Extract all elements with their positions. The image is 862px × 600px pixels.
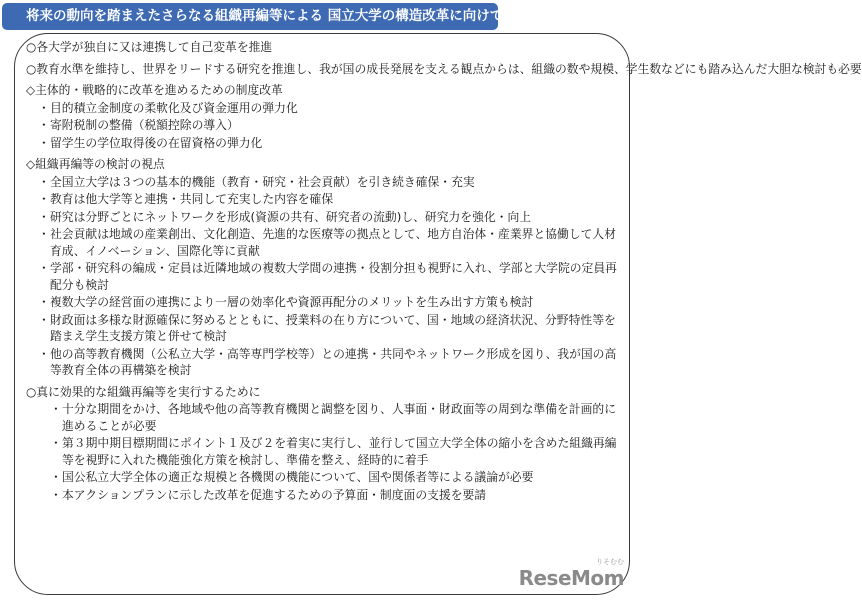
list-item-text: 研究は分野ごとにネットワークを形成(資源の共有、研究者の流動)し、研究力を強化・向上 [50,209,532,224]
list-item-text: 第３期中期目標期間にポイント１及び２を着実に実行し、並行して国立大学全体の縮小を含めた組織再編等を視野に入れた機能強化方策を検討し、準備を整え、経時的に着手 [62,436,617,467]
bullet-icon: ・ [38,100,50,115]
list-item-text: 社会貢献は地域の産業創出、文化創造、先進的な医療等の拠点として、地方自治体・産業界と協働して人材育成、イノベーション、国際化等に貢献 [50,227,617,258]
list-item [20,135,620,152]
list-item [20,100,620,117]
list-item-text: 国公私立大学全体の適正な規模と各機関の機能について、国や関係者等による議論が必要 [62,470,534,484]
bullet-icon: ・ [50,470,62,484]
bullet-icon: ・ [38,192,50,206]
list-item [20,191,620,208]
bullet-icon: ・ [38,209,50,224]
bullet-icon: ・ [50,402,62,416]
list-item-text: 寄附税制の整備（税額控除の導入） [50,118,239,132]
bullet-icon: ・ [38,261,50,275]
list-item-text: 目的積立金制度の柔軟化及び資金運用の弾力化 [50,100,298,115]
bullet-icon: ・ [38,346,50,361]
list-item [20,401,620,434]
resemom-logo [518,558,624,590]
list-item [20,294,620,311]
list-item [20,209,620,226]
list-item-text: 留学生の学位取得後の在留資格の弾力化 [50,135,263,150]
list-item-text: 他の高等教育機関（公私立大学・高等専門学校等）との連携・共同やネットワーク形成を図り、我が国の高等教育全体の再構築を検討 [50,346,617,377]
bullet-icon: ・ [50,436,62,450]
bullet-icon: ・ [38,118,50,132]
section-heading: ○真に効果的な組織再編等を実行するために [26,384,261,399]
section-heading: ○各大学が独自に又は連携して自己変革を推進 [26,40,273,54]
list-item-text: 本アクションプランに示した改革を促進するための予算面・制度面の支援を要請 [62,487,487,502]
section [20,39,620,56]
section-heading: ◇主体的・戦略的に改革を進めるための制度改革 [26,83,283,97]
page-title: 将来の動向を踏まえたさらなる組織再編等による 国立大学の構造改革に向けて [2,3,498,30]
bullet-icon: ・ [38,135,50,150]
section [20,156,620,379]
list-item-text: 十分な期間をかけ、各地域や他の高等教育機関と調整を図り、人事面・財政面等の周到な準備を計画的に進めることが必要 [62,402,616,433]
list-item [20,260,620,293]
list-item-text: 学部・研究科の編成・定員は近隣地域の複数大学間の連携・役割分担も視野に入れ、学部と大学院の定員再配分も検討 [50,261,617,292]
list-item-text: 全国立大学は３つの基本的機能（教育・研究・社会貢献）を引き続き確保・充実 [50,174,475,189]
section [20,61,862,78]
list-item [20,469,620,486]
bullet-icon: ・ [50,487,62,502]
list-item [20,226,620,259]
content-body [20,39,862,503]
section [20,82,620,151]
bullet-icon: ・ [38,174,50,189]
list-item [20,174,620,191]
logo-subtext: りそむむ [596,558,624,566]
list-item-text: 複数大学の経営面の連携により一層の効率化や資源再配分のメリットを生み出す方策も検討 [50,295,534,309]
bullet-icon: ・ [38,295,50,309]
section-heading: ◇組織再編等の検討の視点 [26,157,165,171]
list-item [20,435,620,468]
list-item [20,312,620,345]
bullet-icon: ・ [38,312,50,327]
list-item-text: 教育は他大学等と連携・共同して充実した内容を確保 [50,192,334,206]
logo-text: ReseMom [518,566,624,590]
section-heading: ○教育水準を維持し、世界をリードする研究を推進し、我が国の成長発展を支える観点からは、組織の数や規模、学生数などにも踏み込んだ大胆な検討も必要 [26,61,862,76]
section [20,384,620,504]
list-item-text: 財政面は多様な財源確保に努めるとともに、授業料の在り方について、国・地域の経済状況、分野特性等を踏まえ学生支援方策と併せて検討 [50,312,616,343]
list-item [20,117,620,134]
list-item [20,487,620,504]
list-item [20,346,620,379]
bullet-icon: ・ [38,227,50,241]
